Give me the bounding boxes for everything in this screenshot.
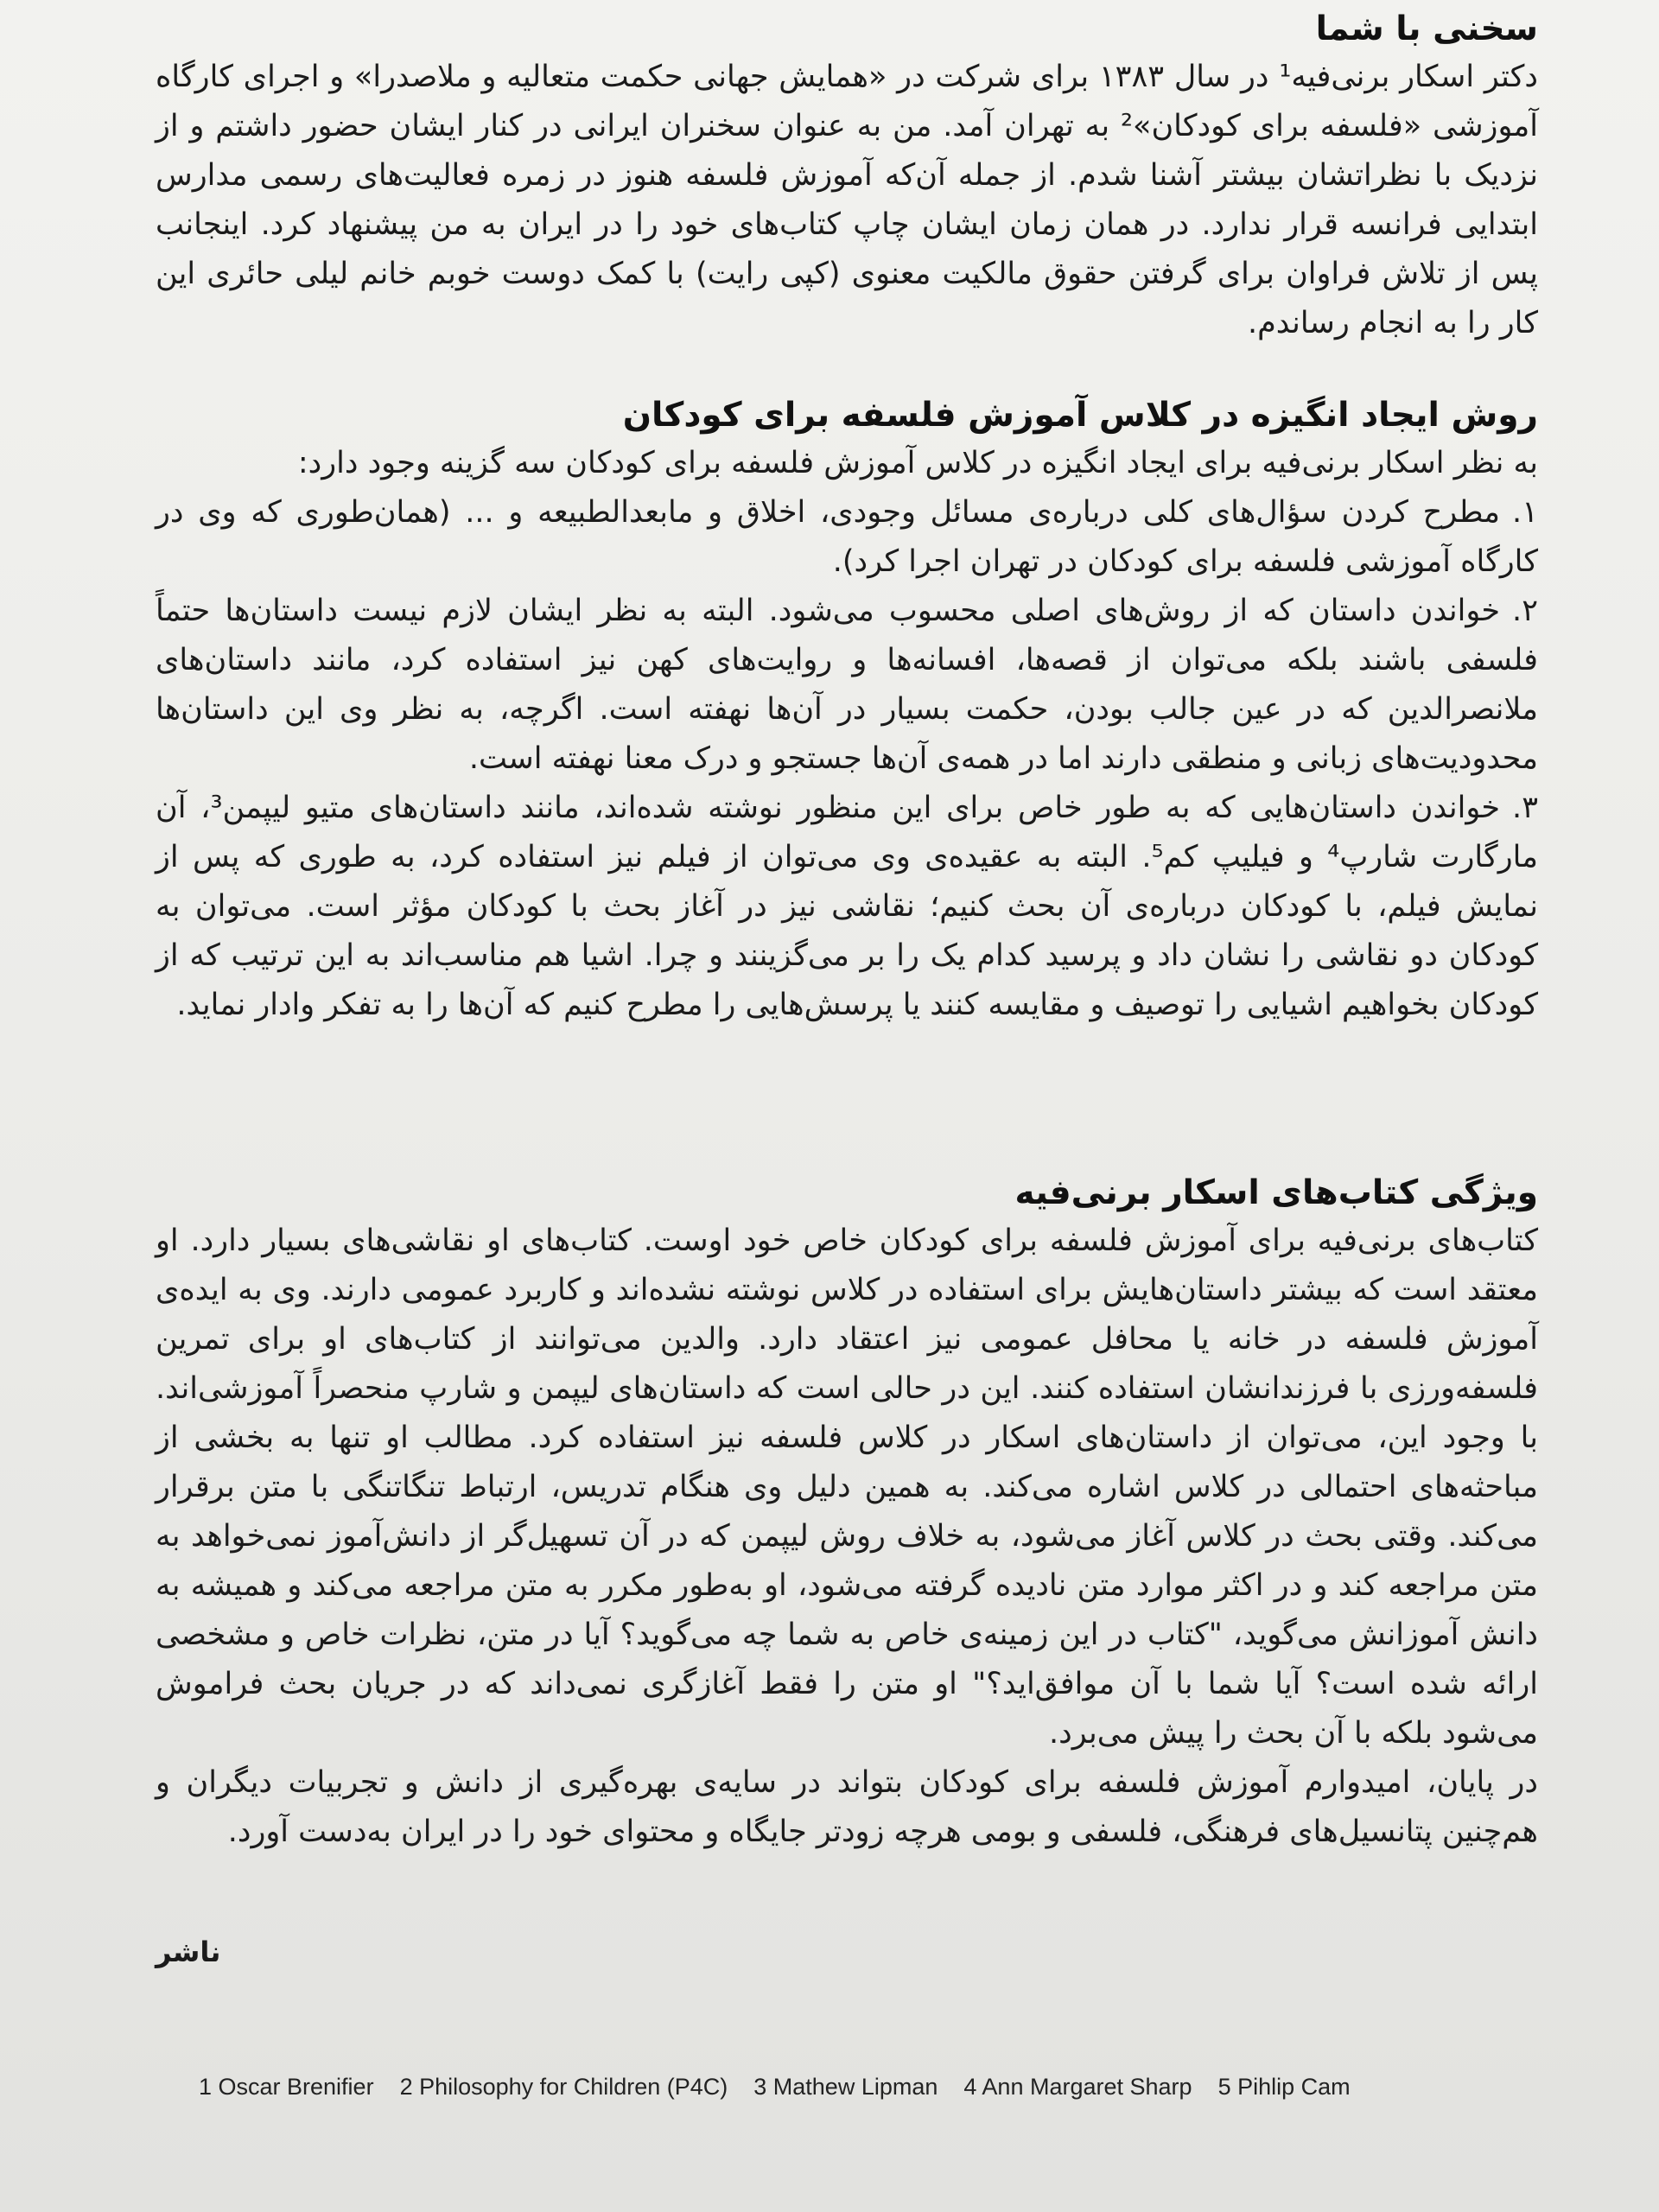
list-item-text: خواندن داستان که از روش‌های اصلی محسوب می‌شود. البته به نظر ایشان لازم نیست داستان‌ها حتماً فلسفی باشند بلکه می‌توان از قصه‌ها، افسانه‌ها و روایت‌های کهن نیز استفاده کرد، مانند داستان‌های ملانصرالدین که در عین جالب بودن، حکمت بسیار در آن‌ها نهفته است. اگرچه، به نظر وی این داستان‌ها محدودیت‌های زبانی و منطقی دارند اما در همه‌ی آن‌ها جستجو و درک معنا نهفته است. [156, 593, 1538, 776]
footnote: 5 Pihlip Cam [1217, 2074, 1351, 2100]
section-title: روش ایجاد انگیزه در کلاس آموزش فلسفه برای کودکان [622, 396, 1538, 435]
publisher-signature: ناشر [156, 1936, 221, 1968]
section-motivation [156, 393, 1538, 1030]
list-item-text: خواندن داستان‌هایی که به طور خاص برای این منظور نوشته شده‌اند، مانند داستان‌های متیو لیپمن³، آن مارگارت شارپ⁴ و فیلیپ کم⁵. البته به عقیده‌ی وی می‌توان از فیلم نیز استفاده کرد، به طوری که پس از نمایش فیلم، با کودکان درباره‌ی آن بحث کنیم؛ نقاشی نیز در آغاز بحث با کودکان مؤثر است. می‌توان به کودکان دو نقاشی را نشان داد و پرسید کدام یک را بر می‌گزینند و چرا. اشیا هم مناسب‌اند به این ترتیب که از کودکان بخواهیم اشیایی را توصیف و مقایسه کنند یا پرسش‌هایی را مطرح کنیم که آن‌ها را به تفکر وادار نماید. [156, 790, 1539, 1022]
list-item-number: ۳. [1512, 790, 1538, 825]
footnote: 4 Ann Margaret Sharp [963, 2074, 1192, 2100]
footnote: 3 Mathew Lipman [753, 2074, 938, 2100]
section-title: ویژگی کتاب‌های اسکار برنی‌فیه [1014, 1173, 1538, 1212]
list-item-text: مطرح کردن سؤال‌های کلی درباره‌ی مسائل وجودی، اخلاق و مابعدالطبیعه و ... (همان‌طوری که وی در کارگاه آموزشی فلسفه برای کودکان در تهران اجرا کرد). [156, 494, 1538, 579]
footnote: 2 Philosophy for Children (P4C) [399, 2074, 728, 2100]
list-item-number: ۱. [1512, 494, 1538, 530]
list-item [156, 488, 1538, 587]
section-intro-text: به نظر اسکار برنی‌فیه برای ایجاد انگیزه در کلاس آموزش فلسفه برای کودکان سه گزینه وجود دارد: [297, 445, 1538, 480]
section-intro [156, 7, 1538, 348]
section-title: سخنی با شما [1315, 10, 1538, 48]
list-item [156, 784, 1538, 1030]
footnotes [199, 2074, 1478, 2101]
body-paragraph: کتاب‌های برنی‌فیه برای آموزش فلسفه برای کودکان خاص خود اوست. کتاب‌های او نقاشی‌های بسیار دارد. او معتقد است که بیشتر داستان‌هایش برای استفاده در کلاس نوشته نشده‌اند و کاربرد عمومی دارند. وی به ایده‌ی آموزش فلسفه در خانه یا محافل عمومی نیز اعتقاد دارد. والدین می‌توانند از کتاب‌های او برای تمرین فلسفه‌ورزی با فرزندانشان استفاده کنند. این در حالی است که داستان‌های لیپمن و شارپ منحصراً آموزشی‌اند. با وجود این، می‌توان از داستان‌های اسکار در کلاس فلسفه نیز استفاده کرد. مطالب او تنها به بخشی از مباحثه‌های احتمالی در کلاس اشاره می‌کند. به همین دلیل وی هنگام تدریس، ارتباط تنگاتنگی با متن برقرار می‌کند. وقتی بحث در کلاس آغاز می‌شود، به خلاف روش لیپمن که در آن تسهیل‌گر از دانش‌آموز نمی‌خواهد به متن مراجعه کند و در اکثر موارد متن نادیده گرفته می‌شود، او به‌طور مکرر به متن مراجعه می‌کند و همیشه به دانش آموزانش می‌گوید، "کتاب در این زمینه‌ی خاص به شما چه می‌گوید؟ آیا در متن، نظرات خاص و مشخصی ارائه شده است؟ آیا شما با آن موافق‌اید؟" او متن را فقط آغازگری نمی‌داند که در جریان بحث فراموش می‌شود بلکه با آن بحث را پیش می‌برد. [156, 1223, 1538, 1751]
body-paragraph: در پایان، امیدوارم آموزش فلسفه برای کودکان بتواند در سایه‌ی بهره‌گیری از دانش و تجربیات دیگران و هم‌چنین پتانسیل‌های فرهنگی، فلسفی و بومی هرچه زودتر جایگاه و محتوای خود را در ایران به‌دست آورد. [156, 1764, 1538, 1849]
list-item [156, 587, 1538, 784]
list-item-number: ۲. [1512, 593, 1538, 628]
footnote: 1 Oscar Brenifier [199, 2074, 374, 2100]
body-paragraph: دکتر اسکار برنی‌فیه¹ در سال ۱۳۸۳ برای شرکت در «همایش جهانی حکمت متعالیه و ملاصدرا» و اجرای کارگاه آموزشی «فلسفه برای کودکان»² به تهران آمد. من به عنوان سخنران ایرانی در کنار ایشان حضور داشتم و از نزدیک با نظراتشان بیشتر آشنا شدم. از جمله آن‌که آموزش فلسفه هنوز در زمره فعالیت‌های رسمی مدارس ابتدایی فرانسه قرار ندارد. در همان زمان ایشان چاپ کتاب‌های خود را در ایران به من پیشنهاد کرد. اینجانب پس از تلاش فراوان برای گرفتن حقوق مالکیت معنوی (کپی رایت) با کمک دوست خوبم خانم لیلی حائری این کار را به انجام رساندم. [156, 59, 1538, 340]
section-books [156, 1171, 1538, 1857]
